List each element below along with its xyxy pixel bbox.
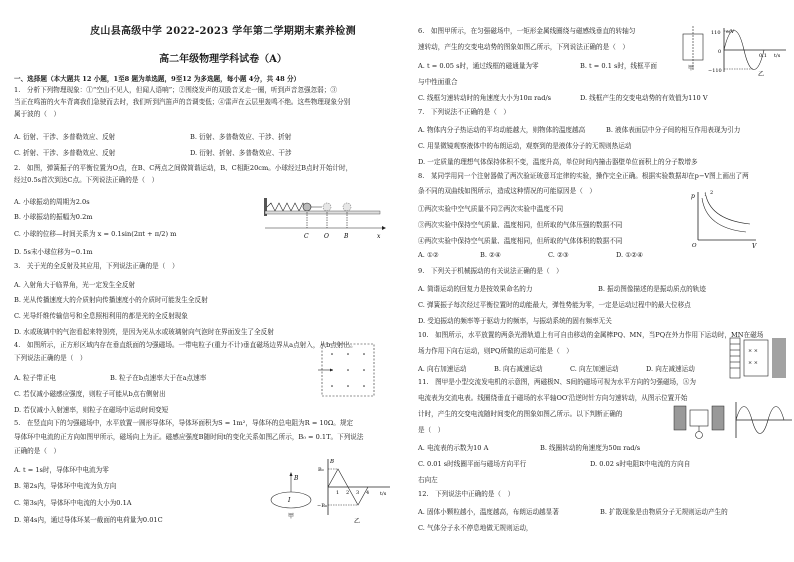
q7-option-b: B. 液体表面层中分子间的相互作用表现为引力: [606, 126, 741, 134]
svg-text:t/s: t/s: [774, 53, 781, 59]
q9-stem: 9. 下列关于机械振动的有关说法正确的是（ ）: [418, 267, 563, 275]
svg-text:B: B: [330, 459, 335, 465]
q9-option-a: A. 简谐运动的回复力是按效果命名的力: [418, 285, 533, 293]
svg-text:4: 4: [366, 490, 370, 496]
q3-option-a: A. 入射角大于临界角，光一定发生全反射: [14, 281, 136, 289]
q11-option-d: D. 0.02 s时电阻R中电流的方向自: [590, 460, 691, 468]
q8-option-b: B. ②④: [480, 251, 501, 259]
q3-option-b: B. 光从传播速度大的介质射向传播速度小的介质时可能发生全反射: [14, 296, 208, 304]
q10-option-b: B. 向右减速运动: [494, 365, 543, 373]
q1-line-2: 当正在鸣笛的火车背离我们急驶而去时，我们听到汽笛声的音调变低；④雷声在云层里轰鸣不绝。这些物理现象分别: [14, 98, 351, 106]
q2-option-a: A. 小球振动的周期为2.0s: [14, 198, 90, 206]
exam-subtitle: 高二年级物理学科试卷（A）: [159, 54, 287, 65]
q4-option-b: B. 粒子在b点速率大于在a点速率: [110, 374, 207, 382]
q1-line-1: 1. 分析下列物理现象：①“空山不见人，但闻人语响”；②围绕发声的双股音叉走一圈，听到声音忽强忽弱；③: [14, 86, 337, 94]
svg-text:e/V: e/V: [726, 29, 735, 35]
q4-option-a: A. 粒子带正电: [14, 374, 56, 382]
q2-option-c: C. 小球的位移—时间关系为 x = 0.1sin(2πt + π/2) m: [14, 230, 177, 238]
q10-option-a: A. 向右加速运动: [418, 365, 467, 373]
svg-text:2: 2: [346, 490, 350, 496]
q12-stem: 12. 下列说法中正确的是（ ）: [418, 490, 515, 498]
q4-line-1: 4. 如图所示，正方形区域内存在垂直纸面的匀强磁场。一带电粒子(重力不计)垂直磁场边界从a点射入，从b点射出。: [14, 341, 357, 349]
exam-title: 皮山县高级中学 2022-2023 学年第二学期期末素养检测: [90, 26, 356, 37]
svg-text:2: 2: [710, 190, 714, 196]
q10-option-d: D. 向左减速运动: [646, 365, 695, 373]
q1-option-a: A. 衍射、干涉、多普勒效应、反射: [14, 133, 116, 141]
ring-figure: [268, 470, 314, 520]
svg-text:0.1: 0.1: [759, 53, 767, 59]
svg-text:× ×: × ×: [748, 348, 758, 354]
q10-line-2: 场力作用下向右运动，则PQ所做的运动可能是（ ）: [418, 347, 573, 355]
spring-oscillator-figure: [262, 190, 387, 246]
q9-option-b: B. 振动图像描述的是振动质点的轨迹: [598, 285, 706, 293]
q11-line-3: 计时，产生的交变电流随时间变化的图象如图乙所示。以下判断正确的: [418, 410, 623, 418]
q2-option-b: B. 小球振动的振幅为0.2m: [14, 213, 93, 221]
q2-option-d: D. 5s末小球位移为−0.1m: [14, 248, 93, 256]
svg-text:−B₀: −B₀: [317, 503, 327, 509]
generator-figure: [672, 398, 728, 440]
q5-line-3: 正确的是（ ）: [14, 447, 61, 455]
rails-figure: [728, 336, 790, 380]
i-t-graph-figure: [730, 400, 794, 440]
svg-text:1: 1: [336, 490, 340, 496]
q7-option-c: C. 用显微镜观察液体中的布朗运动，观察到的是液体分子的无规则热运动: [418, 142, 632, 150]
q4-option-d: D. 若仅减小入射速率，则粒子在磁场中运动时间变短: [14, 406, 169, 414]
svg-text:3: 3: [356, 490, 360, 496]
q11-option-c: C. 0.01 s时线圈平面与磁场方向平行: [418, 460, 527, 468]
q8-item-3: ④两次实验中保持空气质量、温度相同，但所取的气体体积的数据不同: [418, 237, 623, 245]
svg-text:1: 1: [704, 192, 708, 198]
svg-text:乙: 乙: [758, 71, 765, 78]
svg-text:甲: 甲: [288, 513, 295, 520]
q5-option-d: D. 第4s内，通过导体环某一截面的电荷量为0.01C: [14, 516, 163, 524]
fig-label-x: x: [377, 233, 381, 240]
svg-text:0: 0: [718, 49, 722, 55]
q11-line-1: 11. 图甲是小型交流发电机的示意图，两磁极N、S间的磁场可视为水平方向的匀强磁场，Ⓐ为: [418, 378, 696, 386]
q1-line-3: 属于波的（ ）: [14, 110, 61, 118]
q6-option-a: A. t = 0.05 s时，通过线框的磁通量为零: [418, 62, 539, 70]
q6-option-c: C. 线框匀速转动时的角速度大小为10π rad/s: [418, 94, 552, 102]
q6-line-2: 速转动，产生的交变电动势的图象如图乙所示，下列说法正确的是（ ）: [418, 43, 629, 51]
q4-option-c: C. 若仅减小磁感应强度，则粒子可能从b点右侧射出: [14, 390, 166, 398]
q3-stem: 3. 关于光的全反射及其应用，下列说法正确的是（ ）: [14, 262, 179, 270]
svg-text:I: I: [288, 497, 291, 504]
q5-line-2: 导体环中电流的正方向如图甲所示，磁场向上为正。磁感应强度B随时间t的变化关系如图乙所示，B₀ = 0.1T。下列说法: [14, 433, 364, 441]
q2-line-1: 2. 如图，弹簧振子的平衡位置为O点，在B、C两点之间做简谐运动，B、C相距20cm。小球经过B点时开始计时，: [14, 164, 353, 172]
svg-text:× ×: × ×: [748, 360, 758, 366]
coil-figure: [678, 24, 708, 72]
b-t-graph-figure: [318, 455, 394, 527]
q1-option-d: D. 衍射、折射、多普勒效应、干涉: [190, 149, 292, 157]
q6-option-b-cont: 与中性面重合: [418, 78, 458, 86]
svg-text:B: B: [294, 475, 299, 482]
q10-option-c: C. 向左加速运动: [570, 365, 619, 373]
svg-text:甲: 甲: [688, 65, 695, 72]
q12-option-a: A. 固体小颗粒越小，温度越高，布朗运动越显著: [418, 508, 559, 516]
q7-stem: 7. 下列说法不正确的是（ ）: [418, 108, 511, 116]
svg-text:110: 110: [711, 30, 721, 36]
q11-option-b: B. 线圈转动的角速度为50π rad/s: [540, 444, 641, 452]
p-v-graph-figure: [690, 190, 760, 250]
q3-option-d: D. 水或玻璃中的气泡看起来特别亮，是因为光从水或玻璃射向气泡时在界面发生了全反射: [14, 328, 274, 336]
q10-line-1: 10. 如图所示，水平放置的两条光滑轨道上有可自由移动的金属棒PQ、MN，当PQ在外力作用下运动时，MN在磁场: [418, 331, 764, 339]
q8-item-1: ①两次实验中空气质量不同②两次实验中温度不同: [418, 205, 564, 213]
q7-option-a: A. 物体内分子热运动的平均动能越大，则物体的温度越高: [418, 126, 586, 134]
q6-line-1: 6. 如图甲所示，在匀强磁场中，一矩形金属线圈绕与磁感线垂直的转轴匀: [418, 27, 636, 35]
q4-line-2: 下列说法正确的是（ ）: [14, 354, 87, 362]
q8-option-d: D. ①②④: [616, 251, 643, 259]
magnetic-field-square-figure: [318, 340, 380, 402]
e-t-graph-figure: [708, 26, 788, 78]
q3-option-c: C. 光导纤维传输信号和全息照相利用的都是光的全反射现象: [14, 312, 188, 320]
svg-text:−110: −110: [708, 68, 722, 74]
q5-line-1: 5. 在竖直向下的匀强磁场中，水平放置一圆形导体环，导体环面积为S = 1m²，导体环的总电阻为R = 10Ω。规定: [14, 419, 354, 427]
q12-option-c: C. 气体分子永不停息地做无规则运动，: [418, 524, 533, 532]
fig-label-c: C: [304, 233, 309, 240]
q12-option-b: B. 扩散现象是由物质分子无规则运动产生的: [600, 508, 728, 516]
q8-line-1: 8. 某同学用同一个注射器做了两次验证玻意耳定律的实验，操作完全正确。根据实验数据却在p−V图上画出了两: [418, 172, 749, 180]
svg-text:B₀: B₀: [318, 467, 324, 473]
q8-option-c: C. ②③: [548, 251, 569, 259]
q8-line-2: 条不同的双曲线如图所示，造成这种情况的可能原因是（ ）: [418, 187, 597, 195]
svg-text:p: p: [691, 193, 695, 200]
fig-label-o: O: [324, 233, 329, 240]
q8-option-a: A. ①②: [418, 251, 439, 259]
q5-option-c: C. 第3s内，导体环中电流的大小为0.1A: [14, 499, 132, 507]
q1-option-c: C. 折射、干涉、多普勒效应、反射: [14, 149, 116, 157]
q6-option-d: D. 线框产生的交变电动势的有效值为110 V: [580, 94, 708, 102]
fig-label-b: B: [344, 233, 349, 240]
svg-text:乙: 乙: [354, 518, 361, 525]
q11-line-2: 电流表为交流电表。线圈绕垂直于磁场的水平轴OO′沿逆时针方向匀速转动，从图示位置开始: [418, 394, 688, 402]
q7-option-d: D. 一定质量的理想气体保持体积不变，温度升高，单位时间内撞击器壁单位面积上的分子数增多: [418, 158, 698, 166]
q2-line-2: 经过0.5s首次到达C点。下列说法正确的是（ ）: [14, 176, 159, 184]
q6-option-b: B. t = 0.1 s时，线框平面: [580, 62, 657, 70]
q9-option-c: C. 弹簧振子每次经过平衡位置时的动能最大，弹性势能为零，一定是运动过程中的最大位移点: [418, 301, 691, 309]
q5-option-a: A. t = 1s时，导体环中电流为零: [14, 466, 109, 474]
q5-option-b: B. 第2s内，导体环中电流为负方向: [14, 482, 117, 490]
svg-text:V: V: [752, 243, 757, 250]
q11-option-d-cont: 右向左: [418, 476, 438, 484]
q11-line-4: 是（ ）: [418, 426, 445, 434]
svg-text:O: O: [692, 243, 697, 249]
svg-text:t/s: t/s: [380, 491, 387, 497]
q8-item-2: ③两次实验中保持空气质量、温度相同，但所取的气体压强的数据不同: [418, 221, 623, 229]
q1-option-b: B. 衍射、多普勒效应、干涉、折射: [190, 133, 292, 141]
q11-option-a: A. 电流表的示数为10 A: [418, 444, 489, 452]
q9-option-d: D. 受迫振动的频率等于驱动力的频率，与振动系统的固有频率无关: [418, 317, 612, 325]
section-heading: 一、选择题（本大题共 12 小题，1至8 题为单选题，9至12 为多选题，每小题 4分，共 48 分）: [14, 75, 301, 83]
